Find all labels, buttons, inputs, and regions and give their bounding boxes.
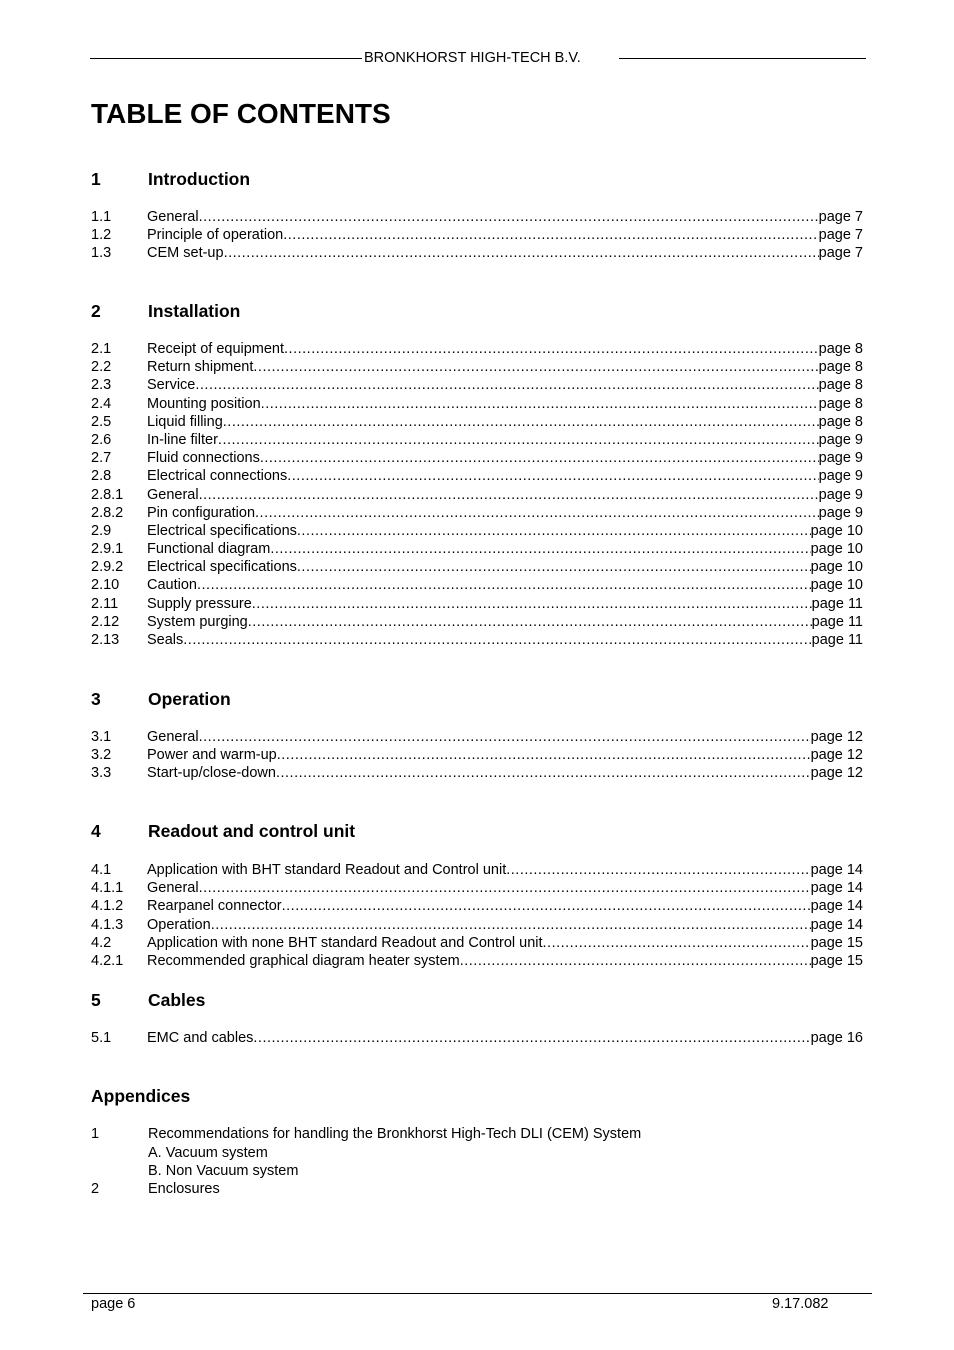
toc-entry[interactable] (91, 376, 863, 394)
entry-number: 1.1 (91, 209, 112, 225)
entry-label: Electrical specifications (147, 559, 297, 576)
entry-page: page 14 (810, 862, 863, 878)
dot-leader (224, 244, 819, 262)
entry-page: page 14 (810, 898, 863, 915)
entry-number: 2.8 (91, 468, 112, 485)
toc-entry[interactable] (91, 558, 863, 576)
entry-number: 2.9.2 (91, 559, 124, 576)
entry-label: Rearpanel connector (147, 898, 282, 915)
entry-page: page 8 (818, 341, 863, 357)
entry-page: page 10 (810, 522, 863, 539)
entry-page: page 7 (818, 209, 863, 225)
footer-rule (83, 1293, 872, 1294)
section-entries-4 (91, 861, 863, 970)
entry-label: Fluid connections (147, 450, 260, 467)
appendix-text: Enclosures (148, 1181, 220, 1197)
footer-page-number: page 6 (91, 1296, 136, 1312)
entry-label: General (147, 880, 199, 897)
entry-number: 3.3 (91, 765, 112, 782)
entry-page: page 10 (810, 559, 863, 576)
toc-entry[interactable] (91, 861, 863, 879)
toc-entry[interactable] (91, 952, 863, 970)
section-title: Cables (148, 990, 206, 1010)
section-entries-2 (91, 340, 863, 649)
section-number: 4 (91, 821, 101, 841)
appendix-text: B. Non Vacuum system (148, 1163, 299, 1179)
entry-number: 2.11 (91, 595, 119, 612)
toc-entry[interactable] (91, 879, 863, 897)
section-number: 2 (91, 301, 101, 321)
toc-entry[interactable] (91, 540, 863, 558)
entry-number: 2.1 (91, 341, 112, 357)
toc-entry[interactable] (91, 413, 863, 431)
appendix-text: A. Vacuum system (148, 1145, 268, 1161)
entry-page: page 8 (818, 413, 863, 430)
dot-leader (287, 467, 818, 485)
entry-number: 2.9.1 (91, 541, 124, 558)
entry-number: 5.1 (91, 1030, 112, 1046)
entry-label: In-line filter (147, 431, 218, 448)
section-title: Readout and control unit (148, 821, 356, 841)
header-company: BRONKHORST HIGH-TECH B.V. (364, 50, 581, 66)
entry-label: Recommended graphical diagram heater system (147, 952, 460, 969)
entry-page: page 12 (810, 729, 863, 745)
dot-leader (223, 413, 819, 431)
dot-leader (283, 226, 818, 244)
toc-entry[interactable] (91, 897, 863, 915)
dot-leader (297, 558, 811, 576)
section-title: Operation (148, 689, 231, 709)
entry-page: page 12 (810, 747, 863, 764)
entry-label: System purging (147, 613, 248, 630)
toc-entry[interactable] (91, 395, 863, 413)
entry-label: CEM set-up (147, 245, 224, 262)
footer-document-code: 9.17.082 (772, 1296, 829, 1312)
dot-leader (543, 934, 811, 952)
entry-number: 4.2.1 (91, 952, 124, 969)
entry-label: Electrical specifications (147, 522, 297, 539)
section-entries-5 (91, 1029, 863, 1047)
dot-leader (199, 728, 811, 746)
dot-leader (261, 395, 819, 413)
toc-entry[interactable] (91, 934, 863, 952)
toc-entry[interactable] (91, 358, 863, 376)
section-number: 3 (91, 689, 101, 709)
dot-leader (260, 449, 819, 467)
toc-entry[interactable] (91, 595, 863, 613)
entry-page: page 9 (818, 486, 863, 503)
entry-page: page 9 (818, 468, 863, 485)
toc-entry[interactable] (91, 522, 863, 540)
entry-page: page 14 (810, 880, 863, 897)
entry-page: page 15 (810, 952, 863, 969)
dot-leader (197, 576, 811, 594)
entry-label: Functional diagram (147, 541, 271, 558)
dot-leader (282, 897, 811, 915)
entry-number: 2.7 (91, 450, 112, 467)
entry-number: 2.2 (91, 359, 112, 376)
entry-number: 2.13 (91, 632, 120, 648)
entry-label: Application with none BHT standard Readout and Control unit (147, 934, 543, 951)
entry-label: Pin configuration (147, 504, 256, 521)
toc-entry[interactable] (91, 631, 863, 649)
dot-leader (297, 522, 811, 540)
page-header (90, 48, 866, 68)
entry-page: page 7 (818, 227, 863, 244)
section-entries-1 (91, 208, 863, 263)
entry-label: EMC and cables (147, 1030, 254, 1046)
dot-leader (218, 431, 819, 449)
entry-page: page 12 (810, 765, 863, 782)
entry-page: page 11 (811, 595, 863, 612)
toc-entry[interactable] (91, 226, 863, 244)
dot-leader (199, 486, 819, 504)
entry-page: page 11 (811, 632, 863, 648)
entry-page: page 8 (818, 359, 863, 376)
toc-entry[interactable] (91, 449, 863, 467)
entry-label: Receipt of equipment (147, 341, 285, 357)
entry-number: 2.8.1 (91, 486, 124, 503)
dot-leader (255, 504, 819, 522)
appendix-number: 1 (91, 1126, 100, 1142)
entry-number: 2.12 (91, 613, 120, 630)
dot-leader (270, 540, 810, 558)
entry-label: Power and warm-up (147, 747, 277, 764)
toc-entry[interactable] (91, 764, 863, 782)
entry-label: Application with BHT standard Readout and Control unit (147, 862, 507, 878)
entry-number: 2.9 (91, 522, 112, 539)
appendix-text: Recommendations for handling the Bronkhorst High-Tech DLI (CEM) System (148, 1126, 642, 1142)
toc-entry[interactable] (91, 613, 863, 631)
entry-page: page 16 (810, 1030, 863, 1046)
header-rule-left (90, 58, 362, 59)
entry-label: General (147, 209, 199, 225)
entry-label: Supply pressure (147, 595, 252, 612)
entry-number: 2.3 (91, 377, 112, 394)
entry-page: page 8 (818, 377, 863, 394)
dot-leader (248, 613, 812, 631)
toc-entry[interactable] (91, 1029, 863, 1047)
entry-page: page 10 (810, 541, 863, 558)
entry-label: Return shipment (147, 359, 254, 376)
dot-leader (460, 952, 811, 970)
entry-label: Electrical connections (147, 468, 288, 485)
toc-entry[interactable] (91, 208, 863, 226)
section-entries-3 (91, 728, 863, 783)
toc-entry[interactable] (91, 916, 863, 934)
entry-number: 4.2 (91, 934, 112, 951)
toc-entry[interactable] (91, 467, 863, 485)
toc-entry[interactable] (91, 431, 863, 449)
entry-page: page 7 (818, 245, 863, 262)
entry-label: Mounting position (147, 395, 261, 412)
entry-number: 3.2 (91, 747, 112, 764)
entry-label: General (147, 729, 199, 745)
dot-leader (211, 916, 811, 934)
entry-label: Caution (147, 577, 197, 594)
entry-page: page 9 (818, 431, 863, 448)
entry-number: 2.6 (91, 431, 112, 448)
entry-number: 4.1.2 (91, 898, 124, 915)
appendices-title: Appendices (91, 1086, 191, 1106)
entry-page: page 9 (818, 450, 863, 467)
entry-label: Liquid filling (147, 413, 223, 430)
section-number: 5 (91, 990, 101, 1010)
entry-number: 2.4 (91, 395, 112, 412)
toc-entry[interactable] (91, 340, 863, 358)
toc-entry[interactable] (91, 504, 863, 522)
section-title: Introduction (148, 169, 251, 189)
toc-entry[interactable] (91, 576, 863, 594)
entry-label: General (147, 486, 199, 503)
dot-leader (199, 879, 811, 897)
entry-number: 2.5 (91, 413, 112, 430)
entry-page: page 14 (810, 916, 863, 933)
section-title: Installation (148, 301, 241, 321)
toc-entry[interactable] (91, 728, 863, 746)
entry-number: 4.1.3 (91, 916, 124, 933)
entry-number: 2.10 (91, 577, 120, 594)
dot-leader (276, 764, 811, 782)
dot-leader (195, 376, 818, 394)
entry-page: page 15 (810, 934, 863, 951)
entry-page: page 8 (818, 395, 863, 412)
entry-page: page 9 (818, 504, 863, 521)
entry-page: page 10 (810, 577, 863, 594)
entry-label: Start-up/close-down (147, 765, 276, 782)
header-rule-right (619, 58, 866, 59)
entry-label: Operation (147, 916, 211, 933)
entry-number: 1.3 (91, 245, 112, 262)
dot-leader (253, 358, 818, 376)
dot-leader (252, 595, 812, 613)
entry-number: 3.1 (91, 729, 112, 745)
dot-leader (183, 631, 811, 649)
entry-label: Seals (147, 632, 184, 648)
entry-page: page 11 (811, 613, 863, 630)
toc-entry[interactable] (91, 244, 863, 262)
entry-number: 1.2 (91, 227, 112, 244)
page-title: TABLE OF CONTENTS (91, 98, 391, 129)
toc-entry[interactable] (91, 746, 863, 764)
dot-leader (506, 861, 810, 879)
dot-leader (253, 1029, 810, 1047)
section-number: 1 (91, 169, 101, 189)
dot-leader (277, 746, 811, 764)
appendix-number: 2 (91, 1181, 100, 1197)
entry-label: Principle of operation (147, 227, 284, 244)
dot-leader (284, 340, 819, 358)
toc-entry[interactable] (91, 486, 863, 504)
entry-number: 4.1.1 (91, 880, 124, 897)
entry-number: 2.8.2 (91, 504, 124, 521)
dot-leader (199, 208, 819, 226)
entry-number: 4.1 (91, 862, 112, 878)
entry-label: Service (147, 377, 196, 394)
